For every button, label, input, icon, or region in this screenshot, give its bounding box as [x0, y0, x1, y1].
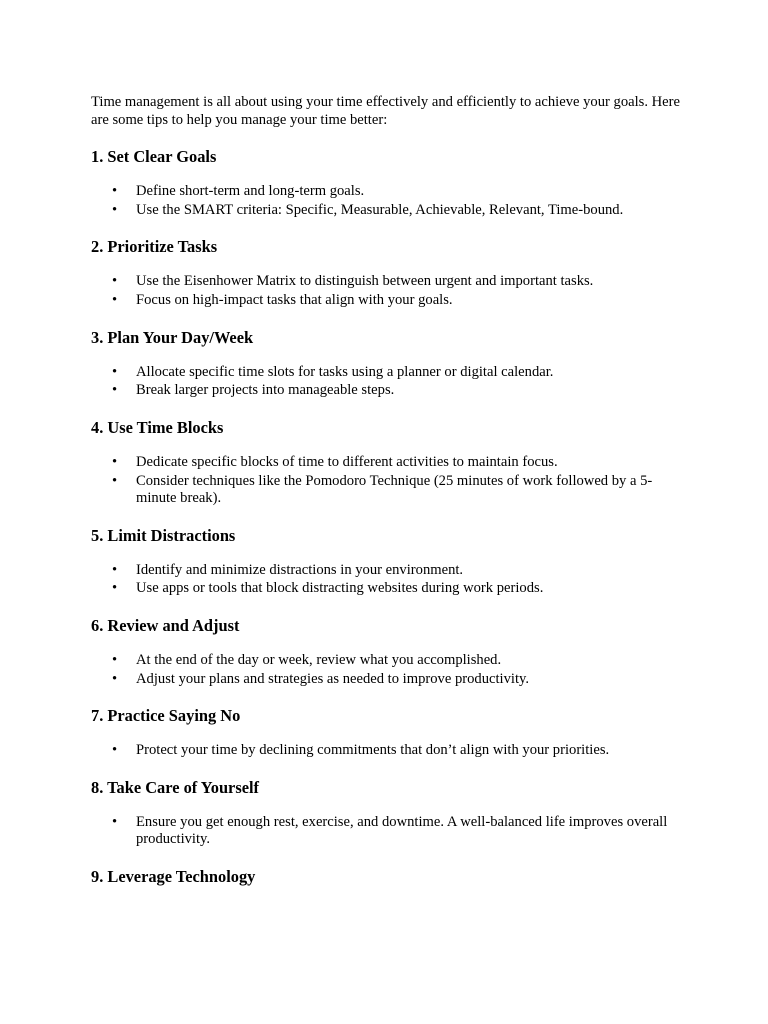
list-item — [91, 473, 681, 508]
list-item-text: Protect your time by declining commitments that don’t align with your priorities. — [136, 742, 610, 759]
list-item — [91, 202, 681, 220]
bullet-icon: • — [112, 292, 118, 309]
list-item — [91, 814, 681, 849]
tips-list-take-care-of-yourself — [91, 814, 681, 849]
bullet-icon: • — [112, 651, 118, 668]
list-item-text: Identify and minimize distractions in your environment. — [136, 561, 464, 578]
section-heading-practice-saying-no: 7. Practice Saying No — [91, 706, 241, 726]
tips-list-plan-your-day-week — [91, 364, 681, 400]
list-item — [91, 364, 681, 382]
list-item-text: Use the SMART criteria: Specific, Measurable, Achievable, Relevant, Time-bound. — [136, 201, 624, 218]
bullet-icon: • — [112, 183, 118, 199]
list-item — [91, 580, 681, 598]
list-item-text: Focus on high-impact tasks that align with your goals. — [136, 292, 453, 309]
list-item-text: Use apps or tools that block distracting websites during work periods. — [136, 580, 544, 597]
list-item — [91, 562, 681, 580]
bullet-icon: • — [112, 813, 118, 830]
section-heading-use-time-blocks: 4. Use Time Blocks — [91, 417, 224, 437]
bullet-icon: • — [112, 472, 118, 489]
list-item-text: At the end of the day or week, review what you accomplished. — [136, 651, 502, 668]
section-heading-review-and-adjust: 6. Review and Adjust — [91, 615, 240, 635]
section-heading-leverage-technology: 9. Leverage Technology — [91, 866, 256, 886]
bullet-icon: • — [112, 670, 118, 687]
list-item-text: Allocate specific time slots for tasks using a planner or digital calendar. — [136, 363, 554, 380]
tips-list-review-and-adjust — [91, 652, 681, 688]
intro-paragraph: Time management is all about using your time effectively and efficiently to achieve your goals. Here are some tips to help you manage your time better: — [91, 94, 680, 128]
tips-list-limit-distractions — [91, 562, 681, 598]
section-heading-limit-distractions: 5. Limit Distractions — [91, 525, 236, 545]
list-item — [91, 671, 681, 689]
bullet-icon: • — [112, 363, 118, 380]
list-item-text: Adjust your plans and strategies as needed to improve productivity. — [136, 670, 529, 687]
list-item-text: Consider techniques like the Pomodoro Technique (25 minutes of work followed by a 5-minute break). — [136, 472, 653, 507]
list-item — [91, 273, 681, 291]
list-item — [91, 454, 681, 472]
tips-list-use-time-blocks — [91, 454, 681, 508]
bullet-icon: • — [112, 561, 118, 578]
bullet-icon: • — [112, 580, 118, 597]
list-item — [91, 382, 681, 400]
tips-list-set-clear-goals — [91, 183, 681, 219]
bullet-icon: • — [112, 742, 118, 759]
bullet-icon: • — [112, 382, 118, 399]
list-item-text: Dedicate specific blocks of time to different activities to maintain focus. — [136, 453, 558, 470]
section-heading-prioritize-tasks: 2. Prioritize Tasks — [91, 237, 218, 257]
list-item — [91, 183, 681, 201]
section-heading-take-care-of-yourself: 8. Take Care of Yourself — [91, 777, 260, 797]
tips-list-practice-saying-no — [91, 742, 681, 760]
bullet-icon: • — [112, 273, 118, 290]
list-item-text: Break larger projects into manageable steps. — [136, 382, 395, 399]
list-item — [91, 292, 681, 310]
list-item — [91, 742, 681, 760]
list-item-text: Use the Eisenhower Matrix to distinguish between urgent and important tasks. — [136, 273, 594, 290]
list-item — [91, 652, 681, 670]
document-page — [91, 94, 681, 887]
list-item-text: Define short-term and long-term goals. — [136, 183, 365, 199]
section-heading-set-clear-goals: 1. Set Clear Goals — [91, 147, 217, 166]
bullet-icon: • — [112, 453, 118, 470]
list-item-text: Ensure you get enough rest, exercise, and downtime. A well-balanced life improves overall productivity. — [136, 813, 668, 848]
bullet-icon: • — [112, 201, 118, 218]
tips-list-prioritize-tasks — [91, 273, 681, 309]
section-heading-plan-your-day-week: 3. Plan Your Day/Week — [91, 327, 254, 347]
